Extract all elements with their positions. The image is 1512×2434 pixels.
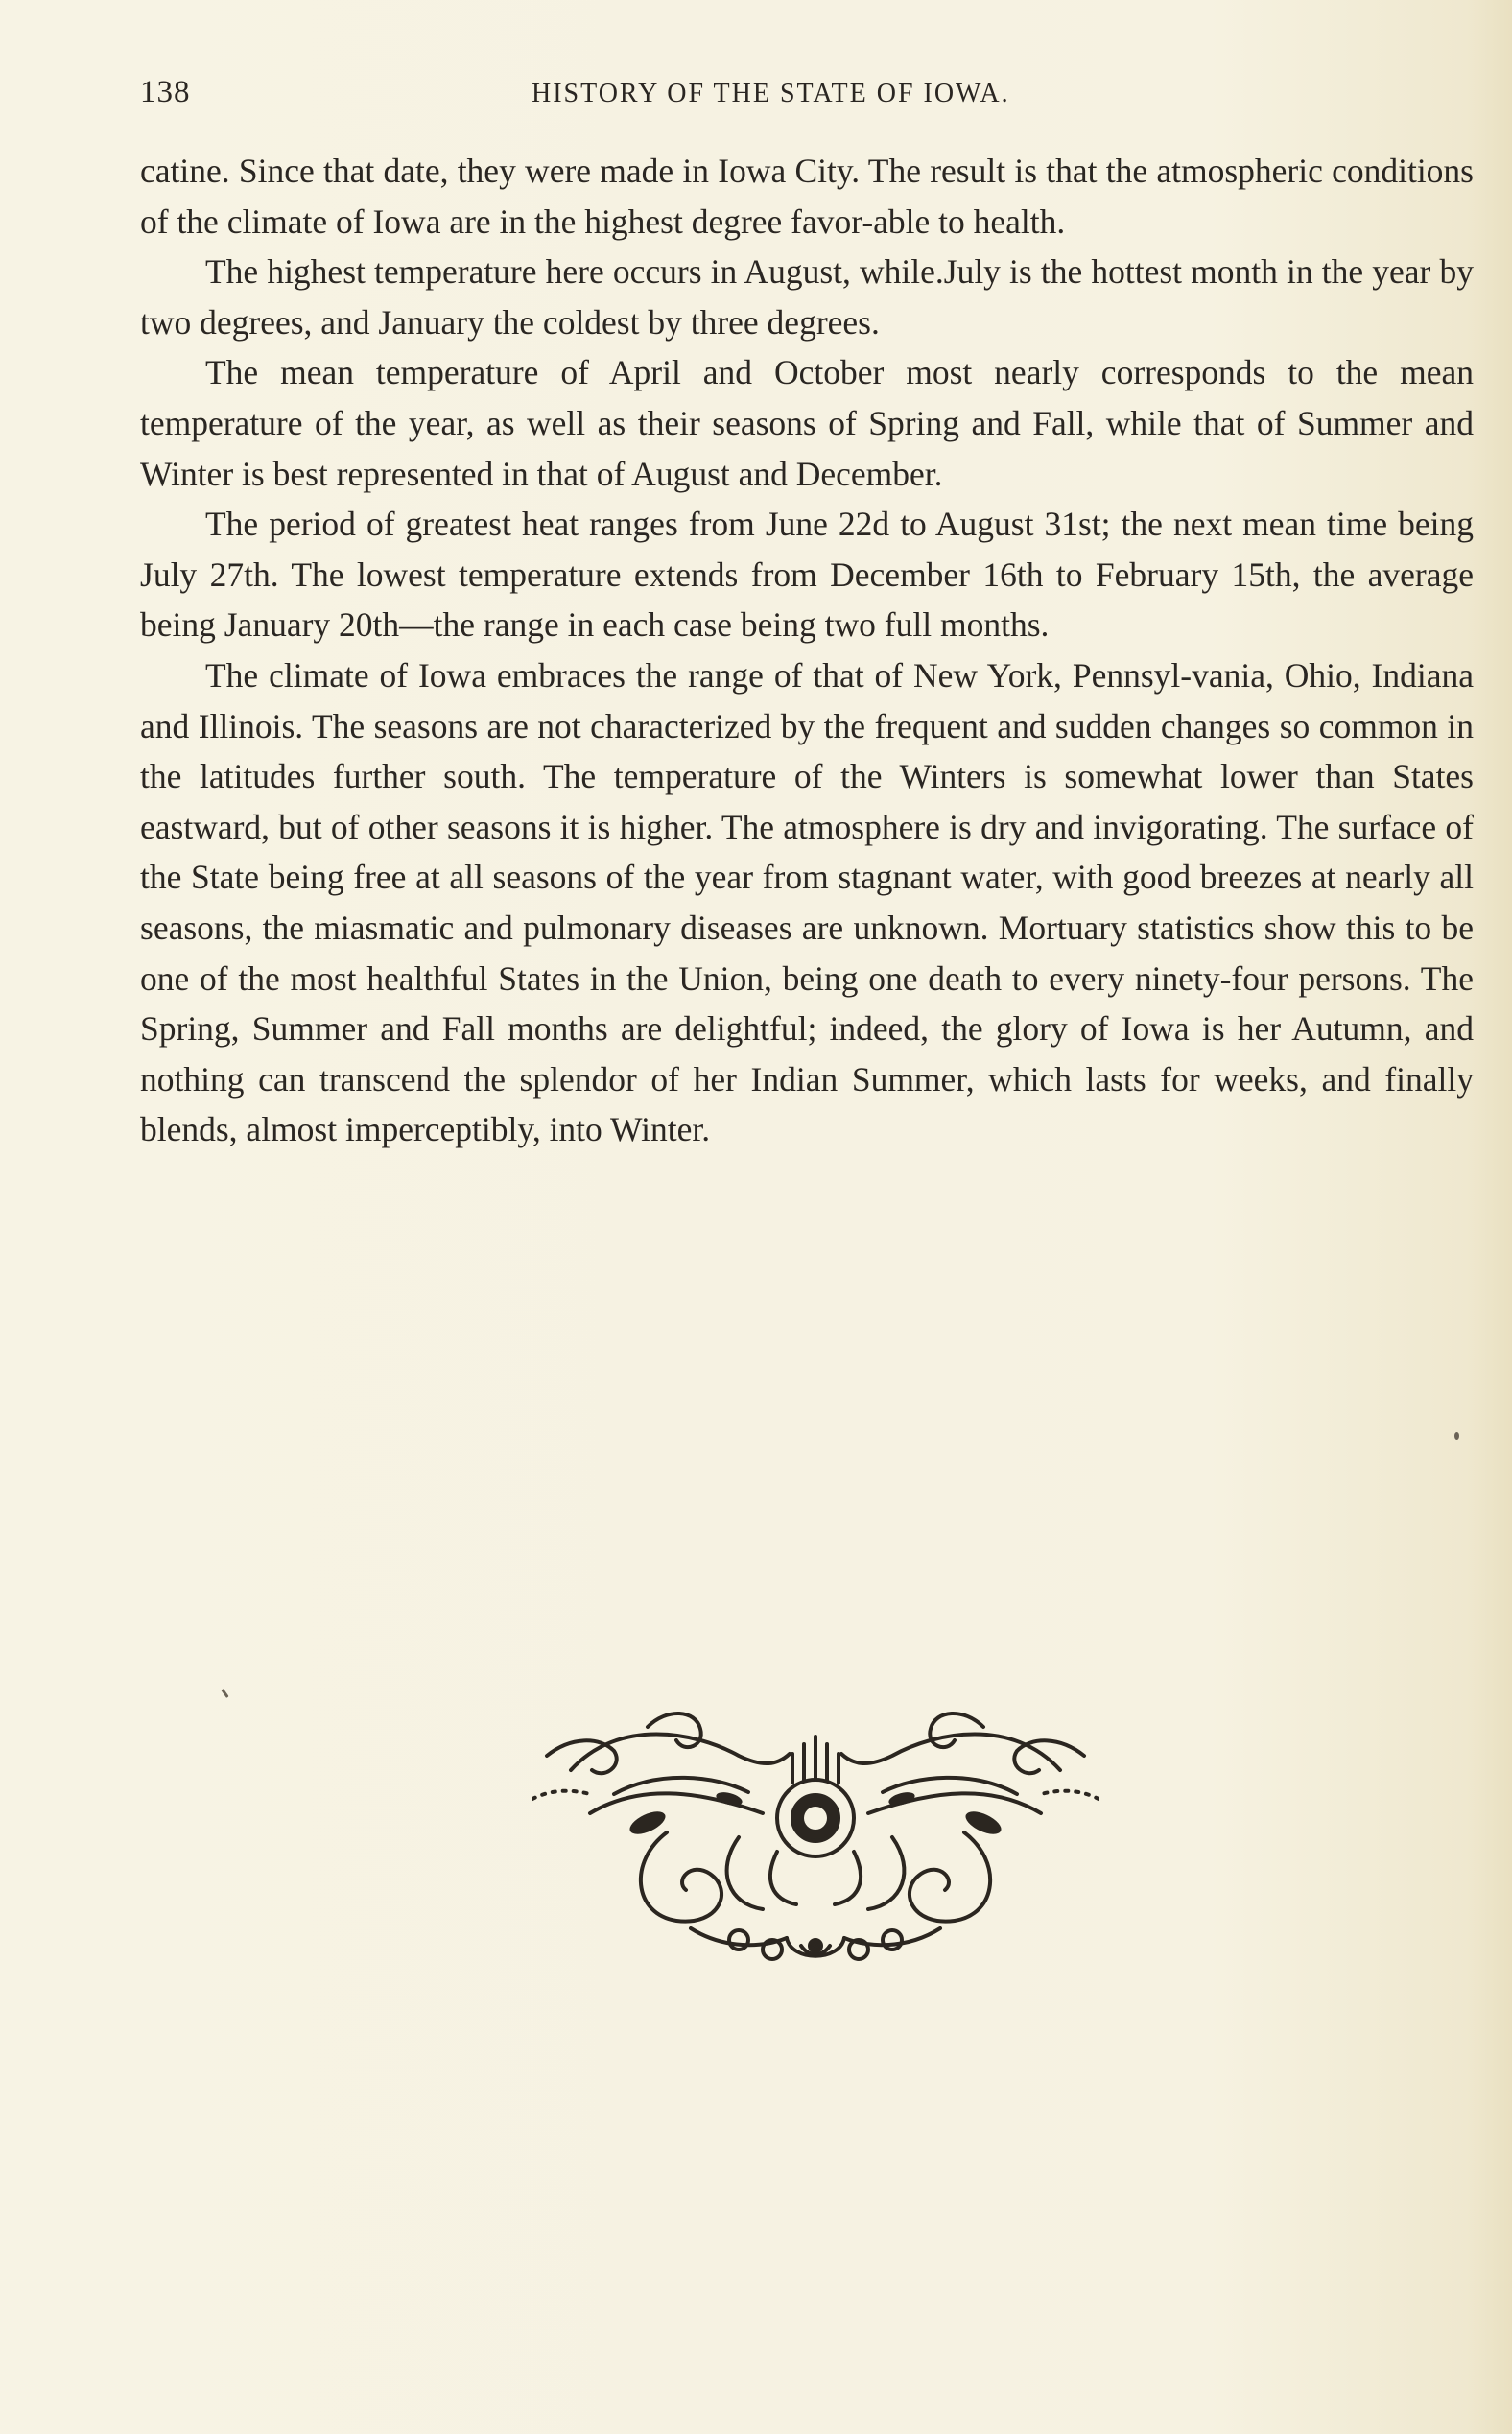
page-number: 138: [140, 75, 191, 109]
paragraph: The highest temperature here occurs in August, while.July is the hottest month in the year by two degrees, and January the coldest by three degrees.: [140, 252, 1474, 342]
paragraph: The period of greatest heat ranges from June 22d to August 31st; the next mean time being July 27th. The lowest temperature extends from December 16th to February 15th, the average being January 20th—the range in each case being two full months.: [140, 505, 1474, 645]
paragraph: The mean temperature of April and October most nearly corresponds to the mean temperature of the year, as well as their seasons of Spring and Fall, while that of Summer and Winter is best represented in that of August and December.: [140, 353, 1474, 493]
paragraph: The climate of Iowa embraces the range of that of New York, Pennsyl-vania, Ohio, Indiana and Illinois. The seasons are not characterized by the frequent and sudden changes so common in the latitudes further south. The temperature of the Winters is somewhat lower than States eastward, but of other seasons it is higher. The atmosphere is dry and invigorating. The surface of the State being free at all seasons of the year from stagnant water, with good breezes at nearly all seasons, the miasmatic and pulmonary diseases are unknown. Mortuary statistics show this to be one of the most healthful States in the Union, being one death to every ninety-four persons. The Spring, Summer and Fall months are delightful; indeed, the glory of Iowa is her Autumn, and nothing can transcend the splendor of her Indian Summer, which lasts for weeks, and finally blends, almost imperceptibly, into Winter.: [140, 655, 1474, 1149]
running-head: HISTORY OF THE STATE OF IOWA.: [532, 79, 1010, 108]
ink-speck: [221, 1689, 228, 1698]
floral-scroll-tailpiece-icon: [532, 1698, 1099, 1967]
body-text: [140, 146, 1474, 1155]
page-header: [140, 75, 1474, 113]
ink-speck: [1454, 1432, 1459, 1440]
paragraph: catine. Since that date, they were made in Iowa City. The result is that the atmospheric conditions of the climate of Iowa are in the highest degree favor-able to health.: [140, 152, 1474, 241]
